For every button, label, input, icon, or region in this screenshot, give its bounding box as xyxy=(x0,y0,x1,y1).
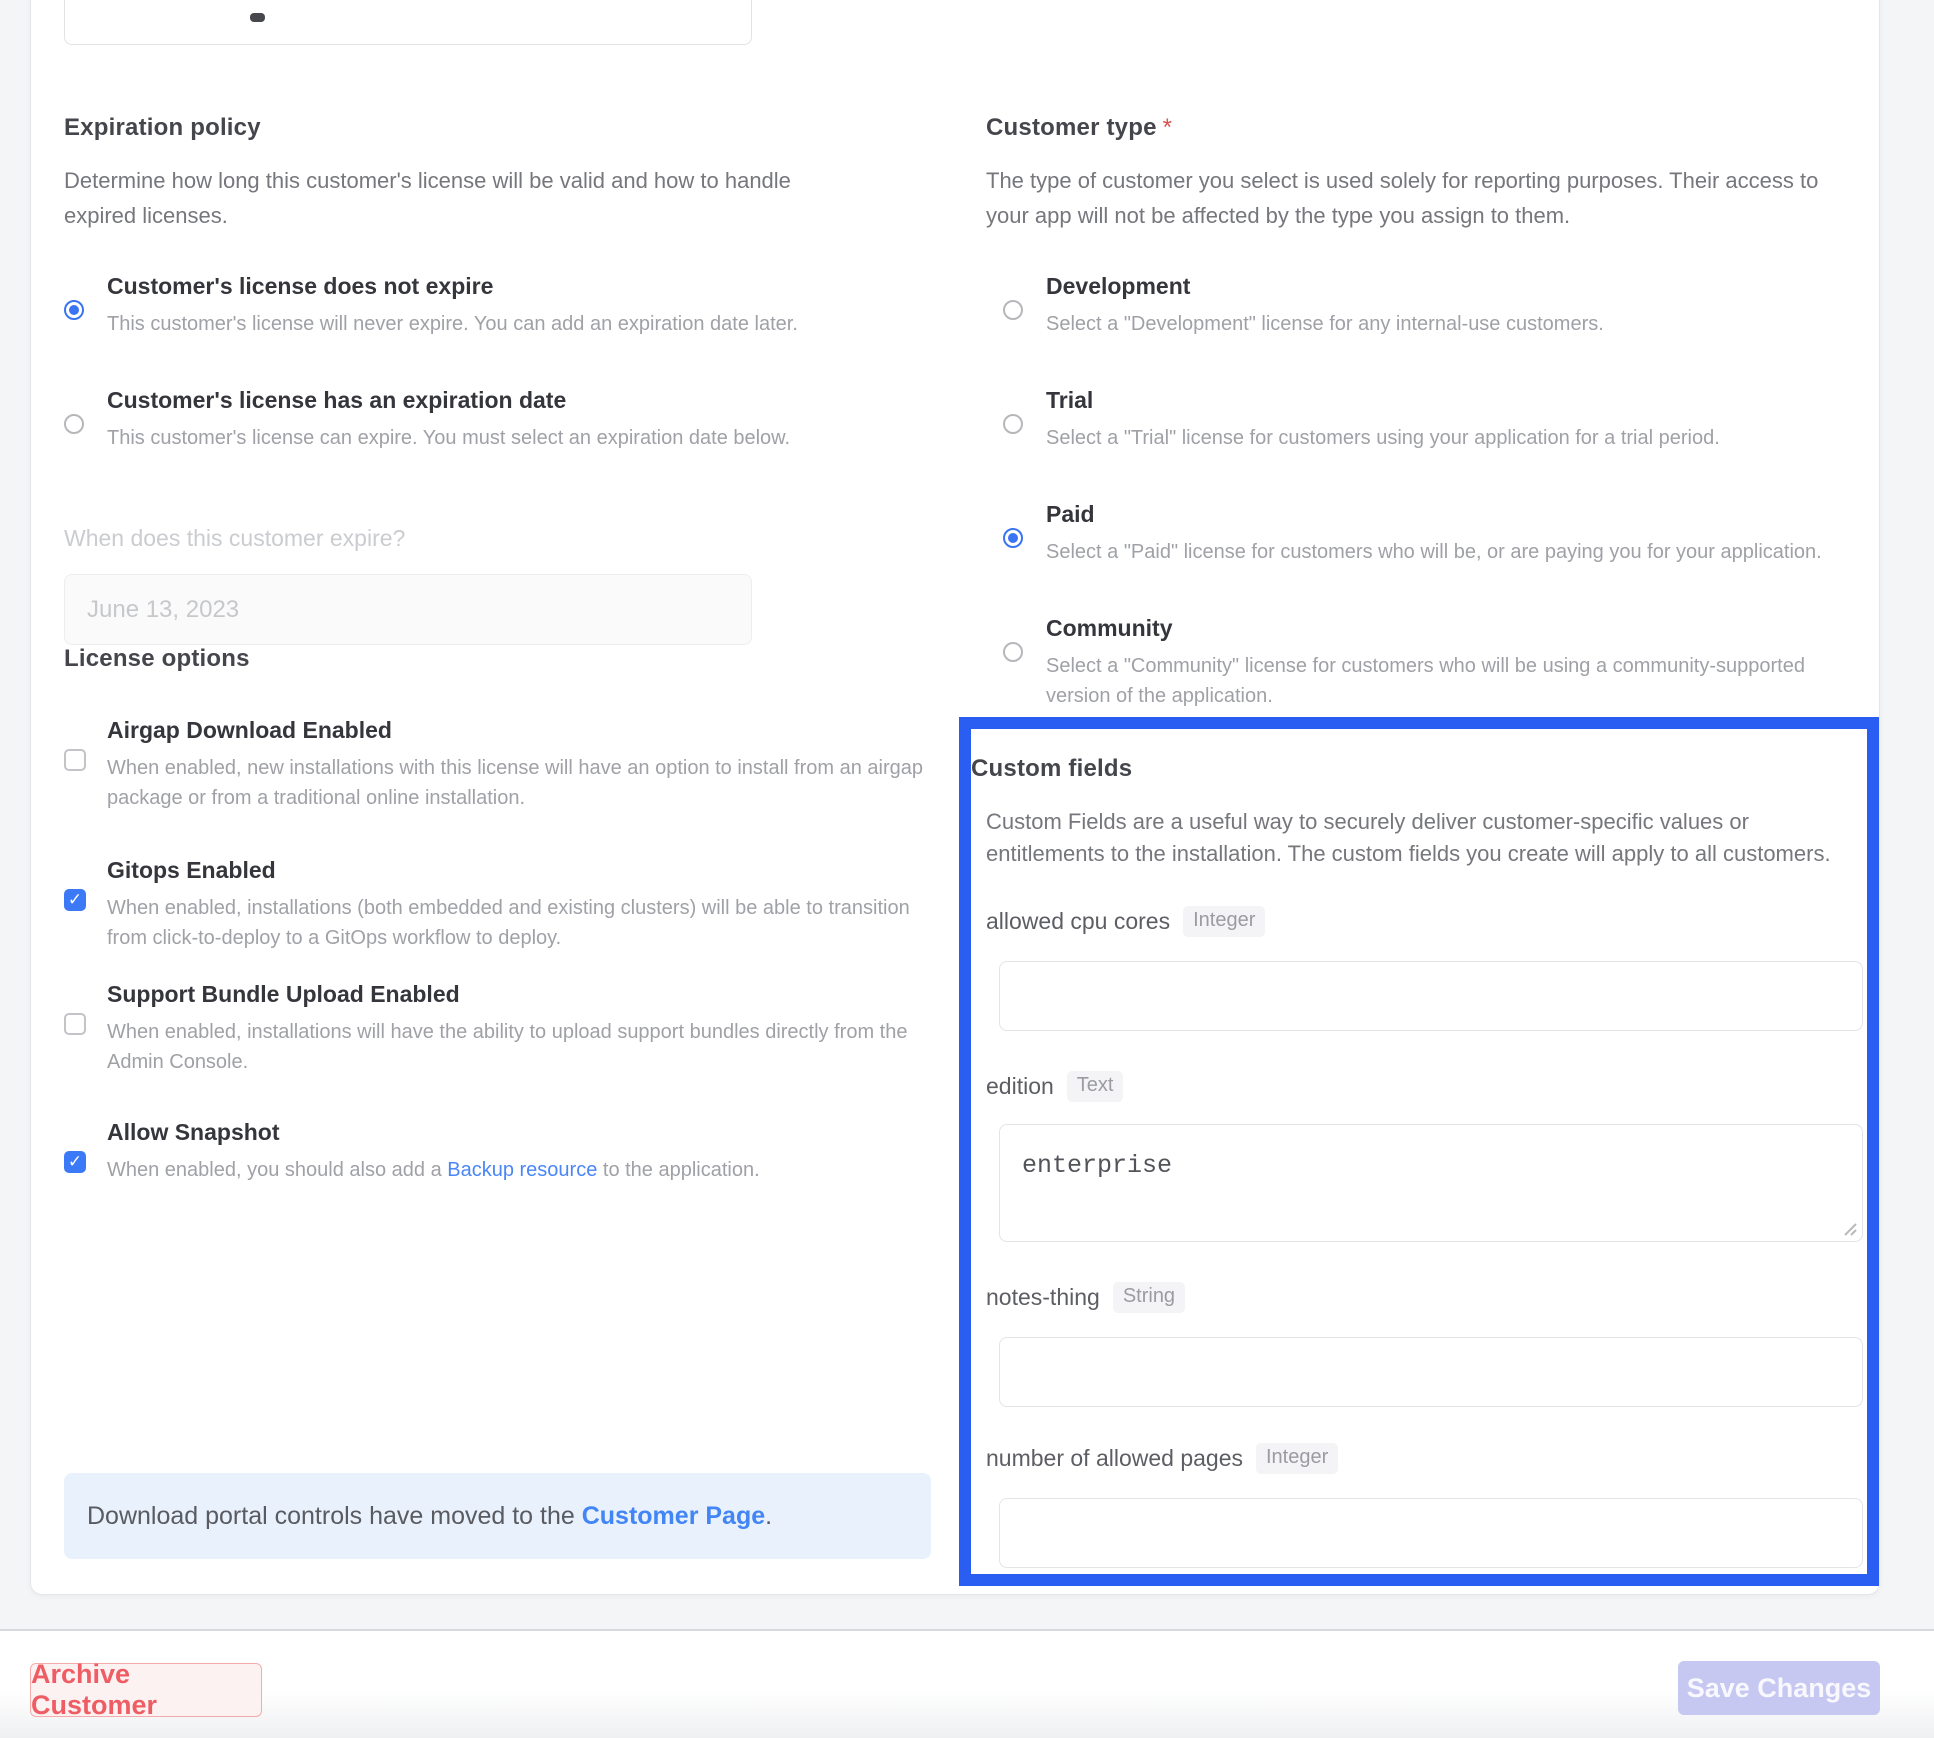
textarea-resize-handle-icon[interactable] xyxy=(1841,1220,1857,1236)
field-label-number-of-allowed-pages xyxy=(986,1443,1867,1474)
top-partial-input-text-fragment xyxy=(250,13,265,22)
top-partial-input[interactable] xyxy=(64,0,752,45)
field-label: notes-thing xyxy=(986,1284,1100,1310)
checkbox[interactable] xyxy=(64,1151,86,1173)
radio-option-description: Select a "Development" license for any internal-use customers. xyxy=(1046,313,1604,335)
field-label-notes-thing xyxy=(986,1282,1867,1313)
field-label: number of allowed pages xyxy=(986,1445,1243,1471)
radio-option-description: This customer's license can expire. You must select an expiration date below. xyxy=(107,427,791,449)
radio-option-description: This customer's license will never expire. You can add an expiration date later. xyxy=(107,313,798,335)
notice-text-after: . xyxy=(765,1501,773,1530)
radio-button[interactable] xyxy=(64,414,84,434)
customer-type-heading xyxy=(986,114,1867,142)
custom-fields-section xyxy=(971,729,1867,1568)
footer-bar xyxy=(0,1631,1934,1738)
notice-text-before: Download portal controls have moved to the xyxy=(87,1501,582,1530)
checkbox-label: Gitops Enabled xyxy=(107,857,276,883)
radio-button[interactable] xyxy=(1003,642,1023,662)
expire-date-value: June 13, 2023 xyxy=(87,595,240,623)
checkbox[interactable] xyxy=(64,1013,86,1035)
backup-resource-link[interactable]: Backup resource xyxy=(447,1159,598,1181)
expiration-policy-heading: Expiration policy xyxy=(64,114,261,141)
radio-button[interactable] xyxy=(1003,528,1023,548)
radio-option-label: Community xyxy=(1046,615,1173,641)
required-asterisk: * xyxy=(1162,114,1173,141)
checkbox[interactable] xyxy=(64,889,86,911)
left-column xyxy=(64,114,934,1185)
checkbox-item-gitops[interactable] xyxy=(64,857,934,953)
checkbox-label: Support Bundle Upload Enabled xyxy=(107,981,460,1007)
checkbox-description xyxy=(107,1155,934,1185)
field-label: edition xyxy=(986,1073,1054,1099)
field-type-badge: String xyxy=(1113,1282,1185,1313)
radio-option-description: Select a "Community" license for customers who will be using a community-supported version of the application. xyxy=(1046,655,1805,707)
number-of-allowed-pages-input[interactable] xyxy=(999,1498,1863,1568)
radio-option-license-has-expiration[interactable] xyxy=(64,387,934,453)
checkbox-label: Allow Snapshot xyxy=(107,1119,280,1145)
customer-page-link[interactable]: Customer Page xyxy=(581,1501,766,1530)
radio-option-description: Select a "Trial" license for customers using your application for a trial period. xyxy=(1046,427,1720,449)
notes-thing-input[interactable] xyxy=(999,1337,1863,1407)
save-changes-button[interactable]: Save Changes xyxy=(1678,1661,1880,1715)
expiration-policy-description: Determine how long this customer's license will be valid and how to handle expired licenses. xyxy=(64,168,791,228)
radio-option-label: Trial xyxy=(1046,387,1094,413)
custom-fields-heading: Custom fields xyxy=(971,755,1133,782)
field-label: allowed cpu cores xyxy=(986,908,1171,934)
customer-type-description: The type of customer you select is used solely for reporting purposes. Their access to your app will not be affected by the type you assign to them. xyxy=(986,168,1819,228)
settings-card xyxy=(30,0,1880,1595)
field-value: enterprise xyxy=(1022,1151,1173,1180)
radio-option-label: Paid xyxy=(1046,501,1095,527)
checkbox-item-allow-snapshot[interactable] xyxy=(64,1119,934,1185)
download-portal-notice xyxy=(64,1473,931,1559)
expire-date-label: When does this customer expire? xyxy=(64,525,406,551)
description-text: When enabled, you should also add a xyxy=(107,1159,448,1181)
checkbox-item-airgap-download[interactable] xyxy=(64,717,934,813)
radio-option-label: Development xyxy=(1046,273,1191,299)
radio-option-paid[interactable] xyxy=(1003,501,1867,567)
custom-fields-highlight-box xyxy=(959,717,1879,1586)
archive-customer-button[interactable]: Archive Customer xyxy=(30,1663,262,1717)
checkbox-description: When enabled, new installations with this license will have an option to install from an airgap package or from a traditional online installation. xyxy=(107,757,924,809)
description-text: to the application. xyxy=(597,1159,760,1181)
checkbox-description: When enabled, installations (both embedded and existing clusters) will be able to transition from click-to-deploy to a GitOps workflow to deploy. xyxy=(107,897,910,949)
field-label-edition xyxy=(986,1071,1867,1102)
checkbox-description: When enabled, installations will have the ability to upload support bundles directly from the Admin Console. xyxy=(107,1021,908,1073)
field-type-badge: Integer xyxy=(1183,906,1265,937)
radio-button[interactable] xyxy=(1003,300,1023,320)
radio-option-license-does-not-expire[interactable] xyxy=(64,273,934,339)
checkbox[interactable] xyxy=(64,749,86,771)
radio-option-label: Customer's license has an expiration date xyxy=(107,387,567,413)
expire-date-input xyxy=(64,574,752,645)
radio-option-label: Customer's license does not expire xyxy=(107,273,494,299)
checkbox-item-support-bundle[interactable] xyxy=(64,981,934,1077)
right-column xyxy=(986,114,1867,711)
radio-option-description: Select a "Paid" license for customers who will be, or are paying you for your application. xyxy=(1046,541,1822,563)
allowed-cpu-cores-input[interactable] xyxy=(999,961,1863,1031)
radio-option-development[interactable] xyxy=(1003,273,1867,339)
license-options-heading: License options xyxy=(64,645,250,672)
checkbox-label: Airgap Download Enabled xyxy=(107,717,392,743)
heading-text: Customer type xyxy=(986,114,1157,141)
field-label-allowed-cpu-cores xyxy=(986,906,1867,937)
edition-textarea[interactable] xyxy=(999,1124,1863,1242)
custom-fields-description: Custom Fields are a useful way to securely deliver customer-specific values or entitlements to the installation. The custom fields you create will apply to all customers. xyxy=(986,809,1831,866)
field-type-badge: Text xyxy=(1067,1071,1124,1102)
notice-text xyxy=(87,1502,772,1531)
radio-button[interactable] xyxy=(64,300,84,320)
radio-option-community[interactable] xyxy=(1003,615,1867,711)
radio-button[interactable] xyxy=(1003,414,1023,434)
radio-option-trial[interactable] xyxy=(1003,387,1867,453)
field-type-badge: Integer xyxy=(1256,1443,1338,1474)
